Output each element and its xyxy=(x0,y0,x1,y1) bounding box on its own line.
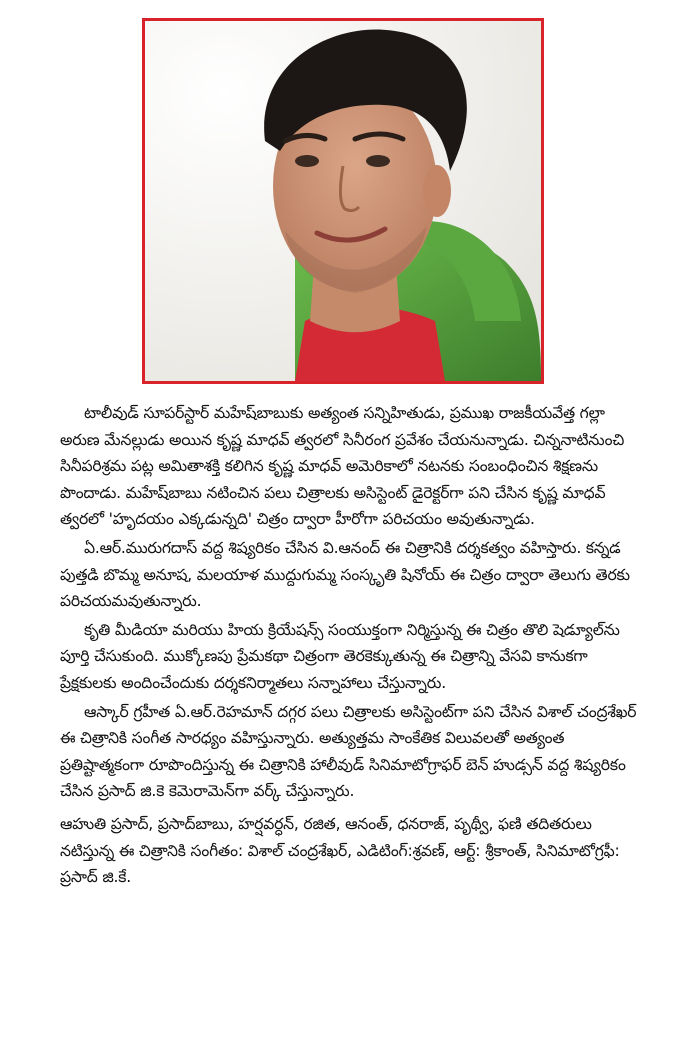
paragraph-intro: టాలీవుడ్ సూపర్‌స్టార్ మహేష్‌బాబుకు అత్యంత సన్నిహితుడు, ప్రముఖ రాజకీయవేత్త గల్లా అరుణ మేనల్లుడు అయిన కృష్ణ మాధవ్ త్వరలో సినీరంగ ప్రవేశం చేయనున్నాడు. చిన్ననాటినుంచి సినీపరిశ్రమ పట్ల అమితాశక్తి కలిగిన కృష్ణ మాధవ్ అమెరికాలో నటనకు సంబంధించిన శిక్షణను పొందాడు. మహేష్‌బాబు నటించిన పలు చిత్రాలకు అసిస్టెంట్ డైరెక్టర్‌గా పని చేసిన కృష్ణ మాధవ్ త్వరలో 'హృదయం ఎక్కడున్నది' చిత్రం ద్వారా హీరోగా పరిచయం అవుతున్నాడు. xyxy=(60,404,625,529)
actor-photo xyxy=(142,18,544,384)
paragraph-credits: ఆహుతి ప్రసాద్, ప్రసాద్‌బాబు, హర్షవర్ధన్, రజిత, ఆనంత్, ధనరాజ్, పృథ్వీ, ఫణి తదితరులు నటిస్తున్న ఈ చిత్రానికి సంగీతం: విశాల్ చంద్రశేఖర్, ఎడిటింగ్:శ్రవణ్, ఆర్ట్: శ్రీకాంత్, సినిమాటోగ్రఫీ: ప్రసాద్ జి.కే. xyxy=(60,814,620,887)
portrait-illustration xyxy=(145,21,541,381)
paragraph-director: ఏ.ఆర్.మురుగదాస్ వద్ద శిష్యరికం చేసిన వి.ఆనంద్ ఈ చిత్రానికి దర్శకత్వం వహిస్తారు. కన్నడ పుత్తడి బొమ్మ అనూష, మలయాళ ముద్దుగుమ్మ సంస్కృతి షినోయ్ ఈ చిత్రం ద్వారా తెలుగు తెరకు పరిచయమవుతున్నారు. xyxy=(60,538,630,611)
paragraph-production: కృతి మీడియా మరియు హియ క్రియేషన్స్ సంయుక్తంగా నిర్మిస్తున్న ఈ చిత్రం తొలి షెడ్యూల్‌ను పూర్తి చేసుకుంది. ముక్కోణపు ప్రేమకథా చిత్రంగా తెరకెక్కుతున్న ఈ చిత్రాన్ని వేసవి కానుకగా ప్రేక్షకులకు అందించేందుకు దర్శకనిర్మాతలు సన్నాహాలు చేస్తున్నారు. xyxy=(60,620,620,692)
paragraph-technicians: ఆస్కార్ గ్రహీత ఏ.ఆర్.రెహమాన్ దగ్గర పలు చిత్రాలకు అసిస్టెంట్‌గా పని చేసిన విశాల్ చంద్రశేఖర్ ఈ చిత్రానికి సంగీత సారధ్యం వహిస్తున్నారు. అత్యుత్తమ సాంకేతిక విలువలతో అత్యంత ప్రతిష్టాత్మకంగా రూపొందిస్తున్న ఈ చిత్రానికి హాలీవుడ్ సినిమాటోగ్రాఫర్ బెన్ హుడ్సన్ వద్ద శిష్యరికం చేసిన ప్రసాద్ జి.కె కెమెరామెన్‌గా వర్క్ చేస్తున్నారు. xyxy=(60,702,637,801)
article-body xyxy=(60,400,640,893)
